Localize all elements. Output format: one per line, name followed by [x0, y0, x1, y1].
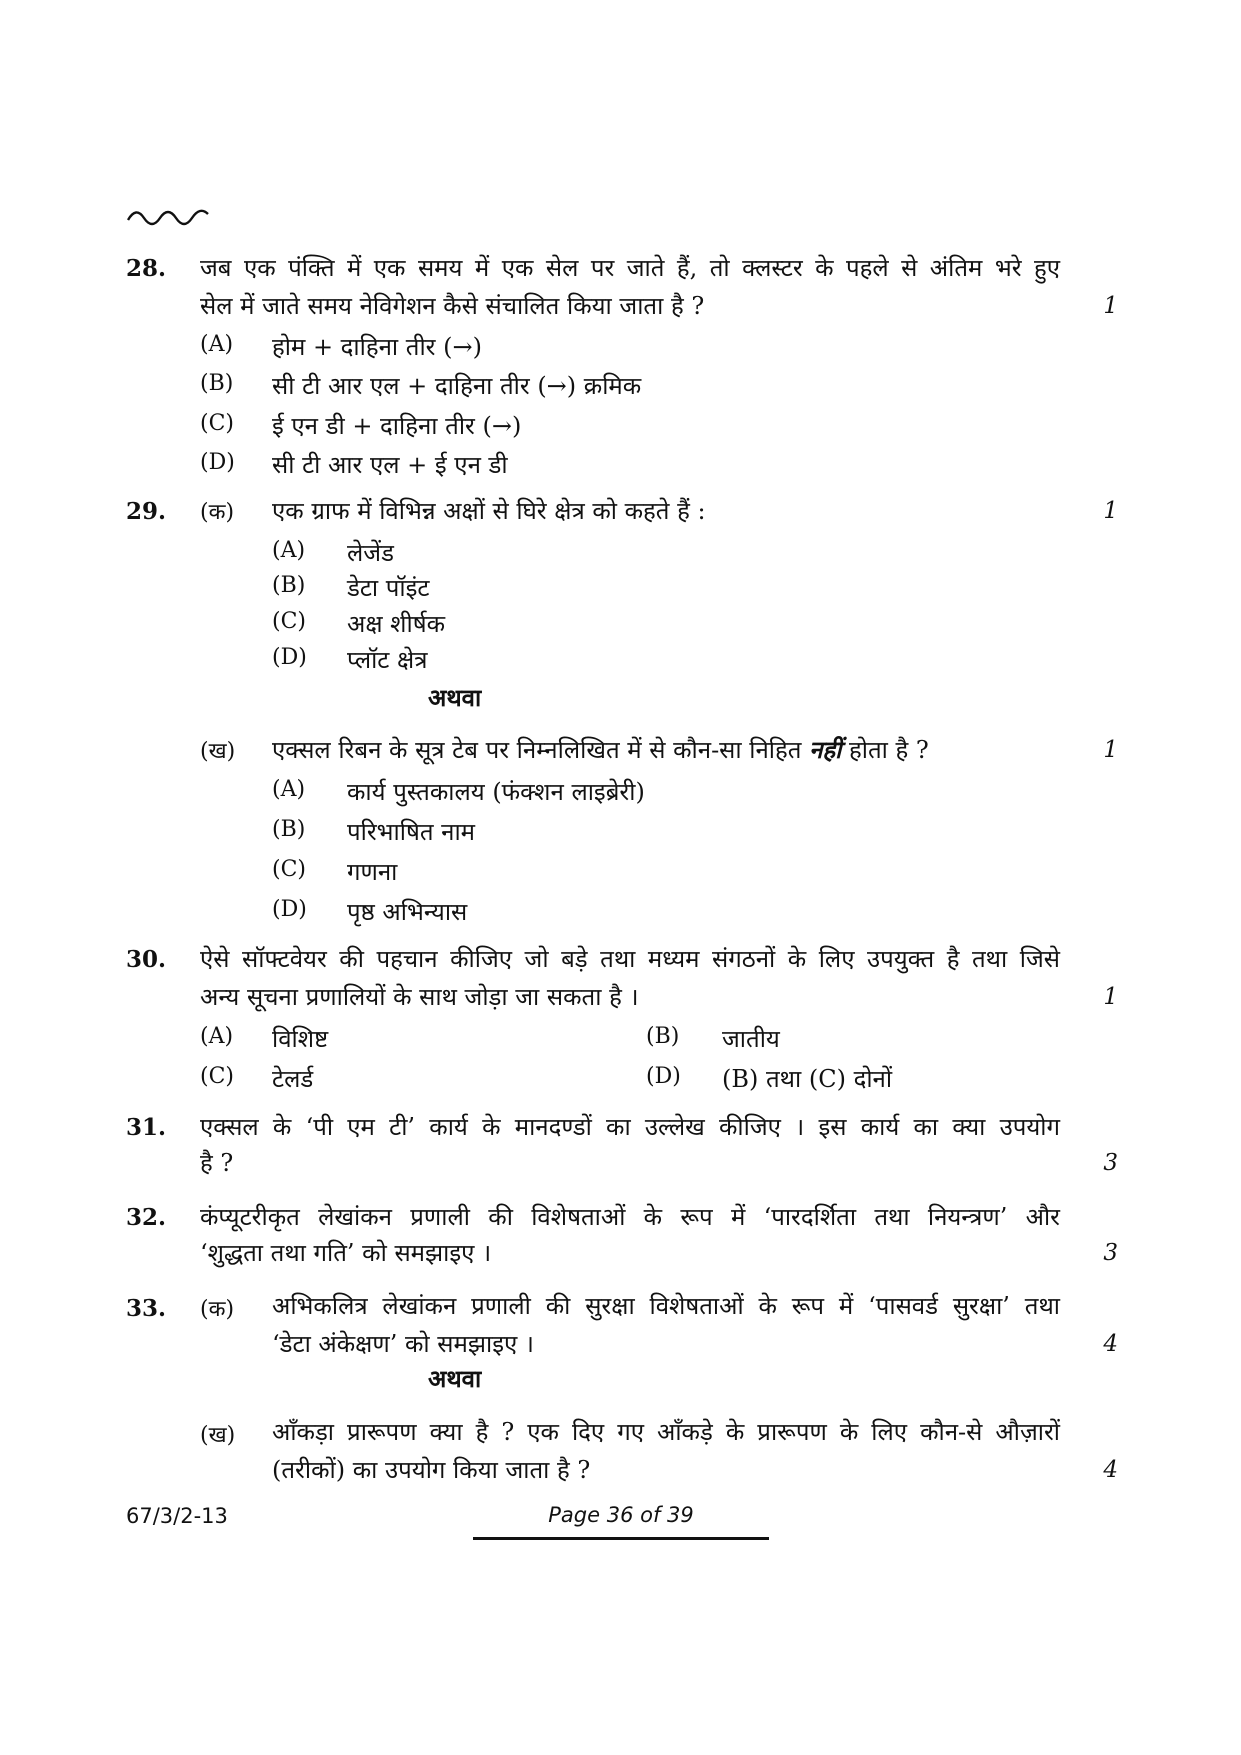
option-text: (B) तथा (C) दोनों — [722, 1065, 893, 1093]
footer-underline — [473, 1537, 769, 1540]
option-text: सी टी आर एल + ई एन डी — [272, 451, 508, 479]
option-label: (A) — [272, 538, 306, 563]
option-label: (B) — [646, 1024, 680, 1049]
option-label: (D) — [272, 897, 307, 922]
question-text-line: ‘डेटा अंकेक्षण’ को समझाइए । — [272, 1330, 534, 1358]
option-text: जातीय — [722, 1025, 780, 1053]
question-number: 33. — [126, 1295, 167, 1322]
question-text: एक्सल रिबन के सूत्र टेब पर निम्नलिखित में से कौन-सा निहित — [272, 736, 802, 764]
option-text: लेजेंड — [347, 539, 394, 567]
question-text-line: एक ग्राफ में विभिन्न अक्षों से घिरे क्षेत्र को कहते हैं : — [272, 497, 706, 525]
option-text: टेलर्ड — [272, 1065, 314, 1093]
question-text-line: अभिकलित्र लेखांकन प्रणाली की सुरक्षा विशेषताओं के रूप में ‘पासवर्ड सुरक्षा’ तथा — [272, 1292, 1060, 1320]
option-label: (B) — [272, 573, 306, 598]
marks: 3 — [1103, 1150, 1118, 1176]
marks: 1 — [1103, 498, 1118, 524]
question-number: 29. — [126, 498, 167, 525]
option-text: सी टी आर एल + दाहिना तीर (→) क्रमिक — [272, 372, 642, 400]
question-text-line: सेल में जाते समय नेविगेशन कैसे संचालित किया जाता है ? — [200, 292, 705, 320]
option-label: (D) — [272, 645, 307, 670]
question-number: 30. — [126, 946, 167, 973]
question-text-line: ‘शुद्धता तथा गति’ को समझाइए । — [200, 1239, 492, 1267]
option-label: (C) — [272, 857, 306, 882]
question-text-line: एक्सल के ‘पी एम टी’ कार्य के मानदण्डों का उल्लेख कीजिए । इस कार्य का क्या उपयोग — [200, 1113, 1060, 1141]
option-text: होम + दाहिना तीर (→) — [272, 333, 482, 361]
option-label: (D) — [646, 1064, 681, 1089]
question-number: 31. — [126, 1114, 167, 1141]
option-text: कार्य पुस्तकालय (फंक्शन लाइब्रेरी) — [347, 778, 645, 806]
option-text: अक्ष शीर्षक — [347, 610, 446, 638]
paper-code: 67/3/2-13 — [126, 1504, 228, 1528]
page-number: Page 36 of 39 — [548, 1503, 694, 1527]
option-text: पृष्ठ अभिन्यास — [347, 898, 468, 926]
part-label: (ख) — [200, 1423, 236, 1448]
option-label: (C) — [272, 609, 306, 634]
option-label: (A) — [200, 1024, 234, 1049]
part-label: (क) — [200, 500, 235, 525]
marks: 4 — [1103, 1457, 1118, 1483]
part-label: (ख) — [200, 739, 236, 764]
emphasis-text: नहीं — [809, 735, 842, 764]
question-text-line: ऐसे सॉफ्टवेयर की पहचान कीजिए जो बड़े तथा मध्यम संगठनों के लिए उपयुक्त है तथा जिसे — [200, 945, 1060, 973]
wave-ornament-icon — [126, 200, 212, 226]
option-label: (C) — [200, 411, 234, 436]
marks: 1 — [1103, 293, 1118, 319]
question-text-line: कंप्यूटरीकृत लेखांकन प्रणाली की विशेषताओं के रूप में ‘पारदर्शिता तथा नियन्त्रण’ और — [200, 1203, 1060, 1231]
marks: 1 — [1103, 984, 1118, 1010]
question-text-line: अन्य सूचना प्रणालियों के साथ जोड़ा जा सकता है । — [200, 983, 639, 1011]
option-text: गणना — [347, 858, 398, 886]
or-separator: अथवा — [428, 1364, 482, 1393]
option-label: (B) — [272, 817, 306, 842]
option-label: (B) — [200, 371, 234, 396]
option-text: प्लॉट क्षेत्र — [347, 646, 428, 674]
question-number: 28. — [126, 255, 167, 282]
question-text-line: (तरीकों) का उपयोग किया जाता है ? — [272, 1456, 591, 1484]
question-text: होता है ? — [849, 736, 929, 764]
option-label: (A) — [200, 332, 234, 357]
question-text-line: है ? — [200, 1149, 234, 1177]
option-label: (C) — [200, 1064, 234, 1089]
or-separator: अथवा — [428, 683, 482, 712]
marks: 3 — [1103, 1240, 1118, 1266]
option-text: परिभाषित नाम — [347, 818, 476, 846]
option-label: (D) — [200, 450, 235, 475]
part-label: (क) — [200, 1297, 235, 1322]
option-label: (A) — [272, 777, 306, 802]
marks: 4 — [1103, 1331, 1118, 1357]
option-text: ई एन डी + दाहिना तीर (→) — [272, 412, 522, 440]
marks: 1 — [1103, 737, 1118, 763]
question-text-line: आँकड़ा प्रारूपण क्या है ? एक दिए गए आँकड़े के प्रारूपण के लिए कौन-से औज़ारों — [272, 1418, 1060, 1446]
option-text: डेटा पॉइंट — [347, 574, 430, 602]
question-text-line — [272, 733, 929, 766]
option-text: विशिष्ट — [272, 1025, 329, 1053]
question-text-line: जब एक पंक्ति में एक समय में एक सेल पर जाते हैं, तो क्लस्टर के पहले से अंतिम भरे हुए — [200, 254, 1060, 282]
question-number: 32. — [126, 1204, 167, 1231]
